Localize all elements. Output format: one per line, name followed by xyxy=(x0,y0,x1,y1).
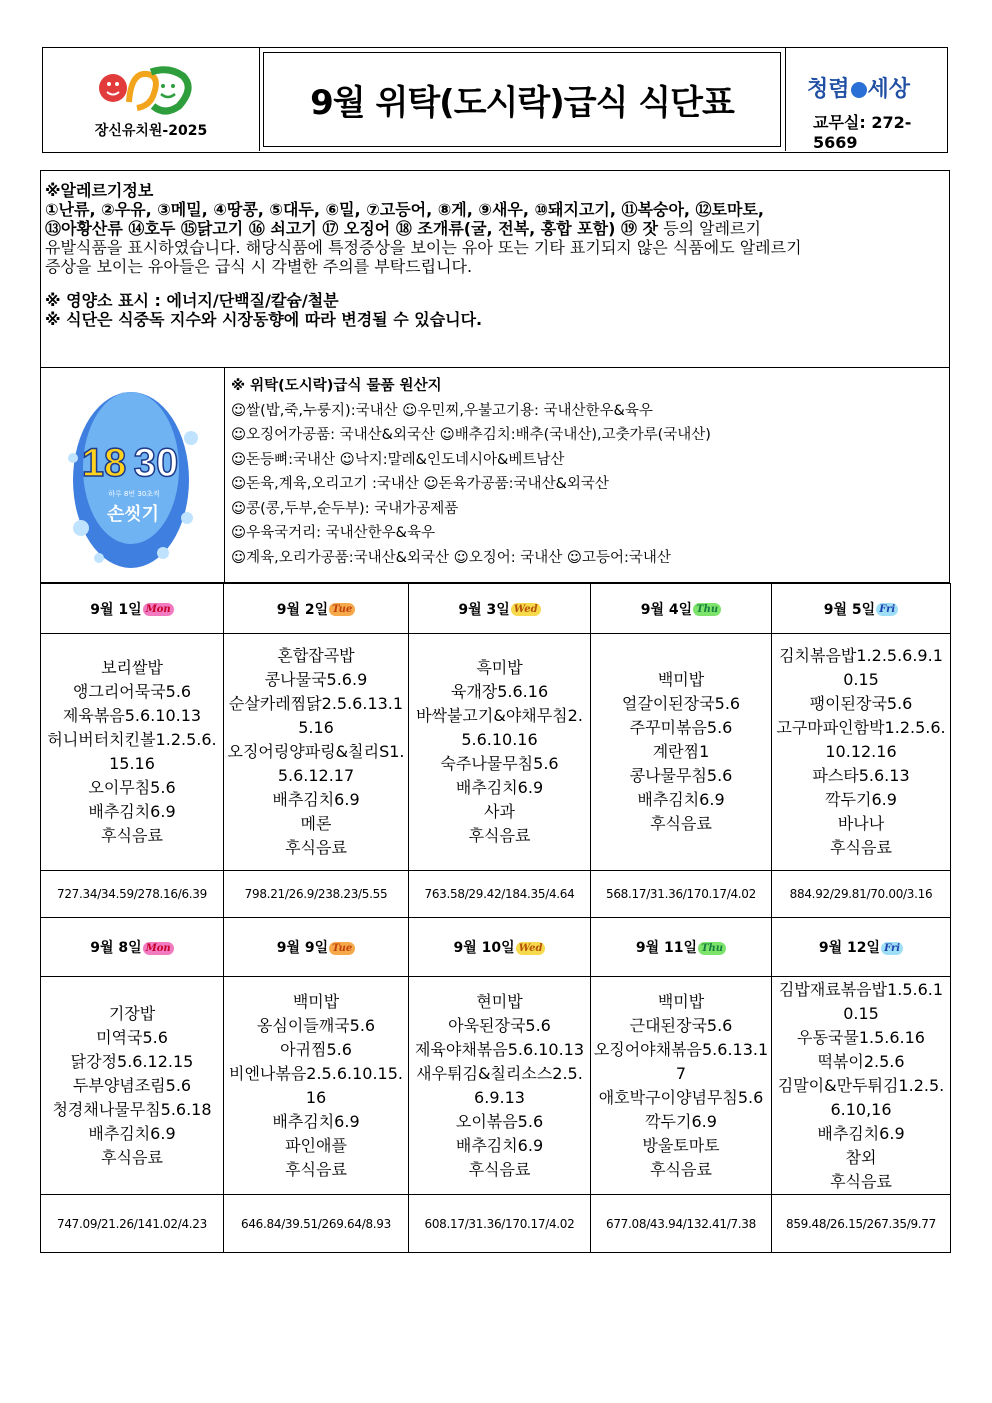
menu-item: 오이볶음5.6 xyxy=(455,1111,544,1131)
menu-item: 배추김치6.9 xyxy=(817,1123,905,1143)
nutrition-value: 608.17/31.36/170.17/4.02 xyxy=(409,1195,591,1253)
menu-item: 제육야채볶음5.6.10.13 xyxy=(414,1039,585,1059)
menu-item: 사과 xyxy=(484,802,515,821)
menu-item: 배추김치6.9 xyxy=(455,1135,544,1155)
origin-list xyxy=(231,374,711,570)
day-date: 9월 12일 xyxy=(818,940,881,956)
nutrition-value: 568.17/31.36/170.17/4.02 xyxy=(591,871,772,918)
menu-item: 애호박구이양념무침5.6 xyxy=(598,1087,764,1107)
menu-item: 바싹불고기&야채무침2.5.6.10.16 xyxy=(416,706,583,749)
day-date: 9월 8일 xyxy=(90,940,142,956)
nutrition-value: 763.58/29.42/184.35/4.64 xyxy=(409,871,591,918)
menu-cell xyxy=(409,634,591,871)
menu-cell xyxy=(772,977,951,1195)
day-header xyxy=(224,918,409,977)
menu-item: 우동국물1.5.6.16 xyxy=(797,1027,925,1047)
weekday-badge: Tue xyxy=(329,942,355,955)
day-date: 9월 4일 xyxy=(640,601,693,618)
day-date: 9월 10일 xyxy=(453,940,515,956)
menu-item: 비엔나볶음2.5.6.10.15.16 xyxy=(229,1063,403,1107)
allergy-line2-rest: 등의 알레르기 xyxy=(658,219,761,238)
menu-item: 배추김치6.9 xyxy=(272,1111,360,1131)
kindergarten-logo-icon xyxy=(91,62,211,118)
menu-item: 배추김치6.9 xyxy=(88,802,176,821)
menu-item: 배추김치6.9 xyxy=(637,790,725,809)
allergy-line2-bold: ⑬아황산류 ⑭호두 ⑮닭고기 ⑯ 쇠고기 ⑰ 오징어 ⑱ 조개류(굴, 전복, 홍합 포함) ⑲ 잣 xyxy=(45,219,659,238)
menu-item: 육개장5.6.16 xyxy=(450,682,549,701)
allergy-info xyxy=(40,170,950,368)
day-header xyxy=(409,584,591,634)
menu-item: 파인애플 xyxy=(285,1135,347,1155)
menu-item: 오이무침5.6 xyxy=(88,778,176,797)
origin-heading: ※ 위탁(도시락)급식 물품 원산지 xyxy=(231,378,442,394)
origin-line: ☺쌀(밥,죽,누룽지):국내산 ☺우민찌,우불고기용: 국내산한우&육우 xyxy=(231,402,653,419)
menu-item: 백미밥 xyxy=(292,991,340,1011)
day-date: 9월 3일 xyxy=(458,601,510,618)
menu-item: 후식음료 xyxy=(101,826,163,845)
menu-item: 배추김치6.9 xyxy=(88,1123,176,1143)
menu-cell xyxy=(224,634,409,871)
weekday-badge: Thu xyxy=(698,942,726,955)
day-date: 9월 1일 xyxy=(90,601,142,618)
nutrition-value: 747.09/21.26/141.02/4.23 xyxy=(41,1195,224,1253)
origin-line: ☺돈육,계육,오리고기 :국내산 ☺돈육가공품:국내산&외국산 xyxy=(231,476,609,492)
menu-item: 후식음료 xyxy=(830,838,892,857)
day-header xyxy=(772,584,951,634)
nutrition-value: 646.84/39.51/269.64/8.93 xyxy=(224,1195,409,1253)
handwash-1830-icon xyxy=(41,368,224,582)
weekday-badge: Wed xyxy=(516,942,546,955)
menu-item: 김말이&만두튀김1.2.5.6.10,16 xyxy=(777,1075,945,1119)
week1-menu-row xyxy=(41,634,951,871)
menu-item: 후식음료 xyxy=(468,1159,531,1179)
weekday-badge: Wed xyxy=(511,603,541,616)
weekday-badge: Fri xyxy=(876,603,898,616)
week2-menu-row xyxy=(41,977,951,1195)
menu-item: 제육볶음5.6.10.13 xyxy=(62,706,202,725)
week2-day-row xyxy=(41,918,951,977)
nutrition-value: 884.92/29.81/70.00/3.16 xyxy=(772,871,951,918)
menu-item: 기장밥 xyxy=(108,1003,156,1023)
weekday-badge: Thu xyxy=(693,603,721,616)
menu-change-note: ※ 식단은 식중독 지수와 시장동향에 따라 변경될 수 있습니다. xyxy=(45,310,483,329)
nutrition-value: 859.48/26.15/267.35/9.77 xyxy=(772,1195,951,1253)
menu-item: 메론 xyxy=(300,814,332,833)
handwash-number-left: 18 xyxy=(81,441,127,485)
day-date: 9월 2일 xyxy=(276,601,329,618)
menu-cell xyxy=(41,634,224,871)
menu-cell xyxy=(224,977,409,1195)
menu-item: 김밥재료볶음밥1.5.6.10.15 xyxy=(778,979,944,1023)
weekday-badge: Mon xyxy=(143,603,174,616)
menu-cell xyxy=(409,977,591,1195)
day-header xyxy=(41,918,224,977)
menu-item: 오징어링양파링&칠리S1.5.6.12.17 xyxy=(227,742,405,785)
menu-item: 백미밥 xyxy=(657,991,705,1011)
menu-item: 오징어야채볶음5.6.13.17 xyxy=(593,1039,769,1083)
menu-item: 깍두기6.9 xyxy=(825,790,897,809)
menu-item: 후식음료 xyxy=(650,1159,712,1179)
origin-line: ☺우육국거리: 국내산한우&육우 xyxy=(231,525,436,541)
allergy-line3: 유발식품을 표시하였습니다. 해당식품에 특정증상을 보이는 유아 또는 기타 표기되지 않은 식품에도 알레르기 xyxy=(45,238,802,257)
menu-item: 주꾸미볶음5.6 xyxy=(629,718,733,737)
menu-item: 현미밥 xyxy=(476,991,523,1011)
day-header xyxy=(409,918,591,977)
page-title: 9월 위탁(도시락)급식 식단표 xyxy=(263,52,781,147)
menu-item: 닭강정5.6.12.15 xyxy=(70,1051,194,1071)
origin-line: ☺콩(콩,두부,순두부): 국내가공제품 xyxy=(231,500,459,517)
menu-item: 아욱된장국5.6 xyxy=(448,1015,551,1035)
origin-line: ☺돈등뼈:국내산 ☺낙지:말레&인도네시아&베트남산 xyxy=(231,451,565,468)
menu-item: 순살카레찜닭2.5.6.13.15.16 xyxy=(228,694,404,737)
day-date: 9월 9일 xyxy=(276,940,329,956)
logo-text: 장신유치원-2025 xyxy=(94,123,208,139)
menu-item: 옹심이들깨국5.6 xyxy=(256,1015,376,1035)
menu-item: 파스타5.6.13 xyxy=(812,766,910,785)
menu-item: 팽이된장국5.6 xyxy=(809,694,913,713)
menu-item: 백미밥 xyxy=(657,670,705,689)
origin-line: ☺오징어가공품: 국내산&외국산 ☺배추김치:배추(국내산),고춧가루(국내산) xyxy=(231,427,711,443)
slogan-left: 청렴 xyxy=(807,76,850,102)
menu-item: 배추김치6.9 xyxy=(455,778,544,797)
day-header xyxy=(591,918,772,977)
weekday-badge: Tue xyxy=(329,603,355,616)
slogan-right: 세상 xyxy=(867,76,911,102)
menu-item: 후식음료 xyxy=(101,1147,163,1167)
menu-item: 콩나물무침5.6 xyxy=(629,766,733,785)
allergy-line1: ①난류, ②우유, ③메밀, ④땅콩, ⑤대두, ⑥밀, ⑦고등어, ⑧게, ⑨새우, ⑩돼지고기, ⑪복숭아, ⑫토마토, xyxy=(45,200,764,219)
menu-item: 김치볶음밥1.2.5.6.9.10.15 xyxy=(779,646,943,689)
header xyxy=(42,47,948,153)
office-phone: 교무실: 272-5669 xyxy=(813,113,912,152)
nutrition-value: 798.21/26.9/238.23/5.55 xyxy=(224,871,409,918)
nutrition-value: 677.08/43.94/132.41/7.38 xyxy=(591,1195,772,1253)
handwash-image xyxy=(41,368,225,582)
menu-table xyxy=(40,583,951,1253)
menu-item: 계란찜1 xyxy=(652,742,710,761)
menu-item: 미역국5.6 xyxy=(96,1027,168,1047)
contact-box xyxy=(785,48,947,151)
weekday-badge: Mon xyxy=(143,942,174,955)
origin-section xyxy=(40,368,950,583)
menu-item: 근대된장국5.6 xyxy=(629,1015,733,1035)
menu-item: 후식음료 xyxy=(285,1159,347,1179)
week1-nutrition-row xyxy=(41,871,951,918)
allergy-heading: ※알레르기정보 xyxy=(45,181,154,200)
menu-item: 흑미밥 xyxy=(476,658,523,677)
menu-item: 깍두기6.9 xyxy=(645,1111,717,1131)
menu-item: 후식음료 xyxy=(468,826,531,845)
menu-item: 얼갈이된장국5.6 xyxy=(621,694,741,713)
allergy-line2 xyxy=(45,219,945,238)
menu-item: 허니버터치킨볼1.2.5.6.15.16 xyxy=(47,730,217,773)
origin-line: ☺계육,오리가공품:국내산&외국산 ☺오징어: 국내산 ☺고등어:국내산 xyxy=(231,549,671,566)
menu-item: 혼합잡곡밥 xyxy=(277,646,355,665)
menu-item: 앵그리어묵국5.6 xyxy=(72,682,192,701)
menu-item: 방울토마토 xyxy=(642,1135,720,1155)
menu-item: 숙주나물무침5.6 xyxy=(440,754,559,773)
menu-item: 후식음료 xyxy=(285,838,347,857)
menu-item: 고구마파인함박1.2.5.6.10.12.16 xyxy=(776,718,946,761)
day-header xyxy=(41,584,224,634)
day-date: 9월 5일 xyxy=(823,601,876,618)
day-header xyxy=(224,584,409,634)
menu-cell xyxy=(591,977,772,1195)
week2-nutrition-row xyxy=(41,1195,951,1253)
menu-item: 배추김치6.9 xyxy=(272,790,360,809)
menu-item: 바나나 xyxy=(837,814,885,833)
menu-item: 청경채나물무침5.6.18 xyxy=(52,1099,212,1119)
menu-cell xyxy=(772,634,951,871)
day-header xyxy=(772,918,951,977)
handwash-number-right: 30 xyxy=(133,441,179,485)
globe-icon xyxy=(851,82,867,98)
weekday-badge: Fri xyxy=(881,942,903,955)
menu-item: 보리쌀밥 xyxy=(101,658,163,677)
week1-day-row xyxy=(41,584,951,634)
day-date: 9월 11일 xyxy=(635,940,698,956)
title-box xyxy=(259,48,786,151)
logo-box xyxy=(43,48,260,151)
allergy-line4: 증상을 보이는 유아들은 급식 시 각별한 주의를 부탁드립니다. xyxy=(45,257,473,276)
menu-item: 참외 xyxy=(845,1147,877,1167)
menu-cell xyxy=(41,977,224,1195)
slogan xyxy=(807,72,910,103)
menu-item: 두부양념조림5.6 xyxy=(72,1075,192,1095)
nutrition-value: 727.34/34.59/278.16/6.39 xyxy=(41,871,224,918)
menu-item: 콩나물국5.6.9 xyxy=(264,670,368,689)
handwash-small: 하루 8번 30초씩 xyxy=(108,490,160,498)
day-header xyxy=(591,584,772,634)
handwash-label: 손씻기 xyxy=(106,504,160,525)
nutrition-note: ※ 영양소 표시 : 에너지/단백질/칼슘/철분 xyxy=(45,291,339,310)
menu-item: 후식음료 xyxy=(650,814,712,833)
menu-item: 후식음료 xyxy=(830,1171,892,1191)
menu-item: 떡볶이2.5.6 xyxy=(817,1051,905,1071)
menu-cell xyxy=(591,634,772,871)
menu-item: 아귀찜5.6 xyxy=(280,1039,352,1059)
menu-item: 새우튀김&칠리소스2.5.6.9.13 xyxy=(416,1063,583,1107)
